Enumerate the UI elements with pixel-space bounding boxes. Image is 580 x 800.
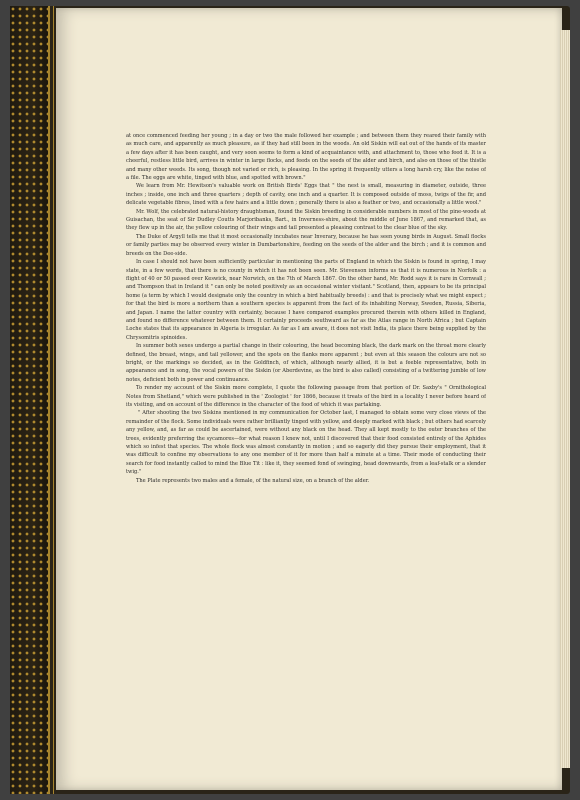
paragraph: The Duke of Argyll tells me that it most occasionally incubates near Inverary, because he has seen young birds in August. Small flocks or family parties may be observed every winter in Dumbartonshire, feeding on the seeds of the alder and the birch ; and it is common and breeds on the Dee-side. [126, 233, 486, 257]
binding-rule [48, 6, 50, 794]
paragraph: The Plate represents two males and a female, of the natural size, on a branch of the alder. [136, 477, 370, 484]
quoted-paragraph: " After shooting the two Siskins mentioned in my communication for October last, I managed to obtain some very close views of the remainder of the flock. Some individuals were rather brilliantly tinged with yellow, and deeply marked with black ; but others had scarcely any yellow, and, as far as could be ascertained, were without any black on the head. They all kept mostly to the outer branches of the trees, evidently preferring the sycamores—for what reason I knew not, until I discovered that their food consisted entirely of the Aphides which so infest that species. The whole flock was almost constantly in motion ; and so eagerly did they pursue their employment, that it was difficult to confine my observations to any one member of it for more than half a minute at a time. Their mode of conducting their search for food instantly called to mind the Blue Tit : like it, they seemed fond of swinging, head downwards, from a leaf-stalk or a slender twig." [126, 410, 486, 476]
paragraph: We learn from Mr. Hewitson's valuable work on British Birds' Eggs that " the nest is small, measuring in diameter, outside, three inches ; inside, one inch and three quarters ; depth of cavity, one inch and a quarter. It is composed outside of moss, twigs of the fir, and delicate vegetable fibres, lined with a few hairs and a little down ; generally there is also a feather or two, and occasionally a little wool." [126, 183, 486, 207]
page-edge [560, 30, 570, 768]
binding-rule [53, 6, 54, 794]
paragraph: To render my account of the Siskin more complete, I quote the following passage from that portion of Dr. Saxby's " Ornithological Notes from Shetland," which were published in the ' Zoologist ' for 1866, because it treats of the bird in a locality I never before heard of its visiting, and on account of the difference in the character of the food of which it was partaking. [126, 385, 486, 408]
book-page [56, 8, 562, 790]
page-text [126, 132, 486, 668]
paragraph: In case I should not have been sufficiently particular in mentioning the parts of England in which the Siskin is found in spring, I may state, in a few words, that there is no county in which it has not been seen. Mr. Stevenson informs us that it is numerous in Norfolk : a flight of 40 or 50 passed over Keswick, near Norwich, on the 7th of March 1867. On the other hand, Mr. Rodd says it is rare in Cornwall ; and Thompson that in Ireland it " can only be noted positively as an occasional winter visitant." Scotland, then, appears to be its principal home (a term by which I would designate only the country in which a bird habitually breeds) : and that is precisely what we might expect ; for that the bird is more a northern than a southern species is apparent from the fact of its inhabiting Norway, Sweden, Russia, Siberia, and Japan. I name the latter country with certainty, because I have compared examples procured therein with others killed in England, and found no difference whatever between them. It certainly proceeds southward as far as the Atlas range in North Africa ; but Captain Loche states that its appearance in Algeria is irregular. As far as I am aware, it does not visit India, its place there being supplied by the Chrysomitris spinoides. [126, 259, 486, 341]
paragraph: at once commenced feeding her young ; in a day or two the male followed her example ; and between them they reared their family with as much care, and apparently as much pleasure, as if they had still been in the woods. An old Siskin will eat out of the hands of its master a few days after it has been caught, and very soon seems to form a kind of acquaintance with, and attachment to, those who feed it. It is a cheerful, restless little bird, arrives in winter in large flocks, and feeds on the seeds of the alder and birch, and also on those of the thistle and many other weeds. Its song, though not varied or rich, is pleasing. In the spring it frequently utters a long harsh cry, like the noise of a file. The eggs are white, tinged with blue, and spotted with brown." [126, 133, 486, 182]
paragraph: Mr. Wolf, the celebrated natural-history draughtsman, found the Siskin breeding in considerable numbers in most of the pine-woods at Guisachan, the seat of Sir Dudley Coutts Marjoribanks, Bart., in Inverness-shire, about the middle of June 1867, and remarked that, as they flew up in the air, the yellow colouring of their wings and tail presented a pleasing contrast to the clear blue of the sky. [126, 208, 486, 232]
paragraph: In summer both sexes undergo a partial change in their colouring, the head becoming black, the dark mark on the throat more clearly defined, the breast, wings, and tail yellower, and the spots on the flanks more apparent ; but even at this season the colours are not so bright, or the markings so decided, as in the Goldfinch, of which, although nearly allied, it is but a feeble representative, both in appearance and in song, the vocal powers of the Siskin (or Aberdevine, as the bird is also called) consisting of a twittering jumble of low notes, deficient both in power and continuance. [126, 343, 486, 383]
book-binding [10, 6, 48, 794]
book [10, 6, 570, 794]
